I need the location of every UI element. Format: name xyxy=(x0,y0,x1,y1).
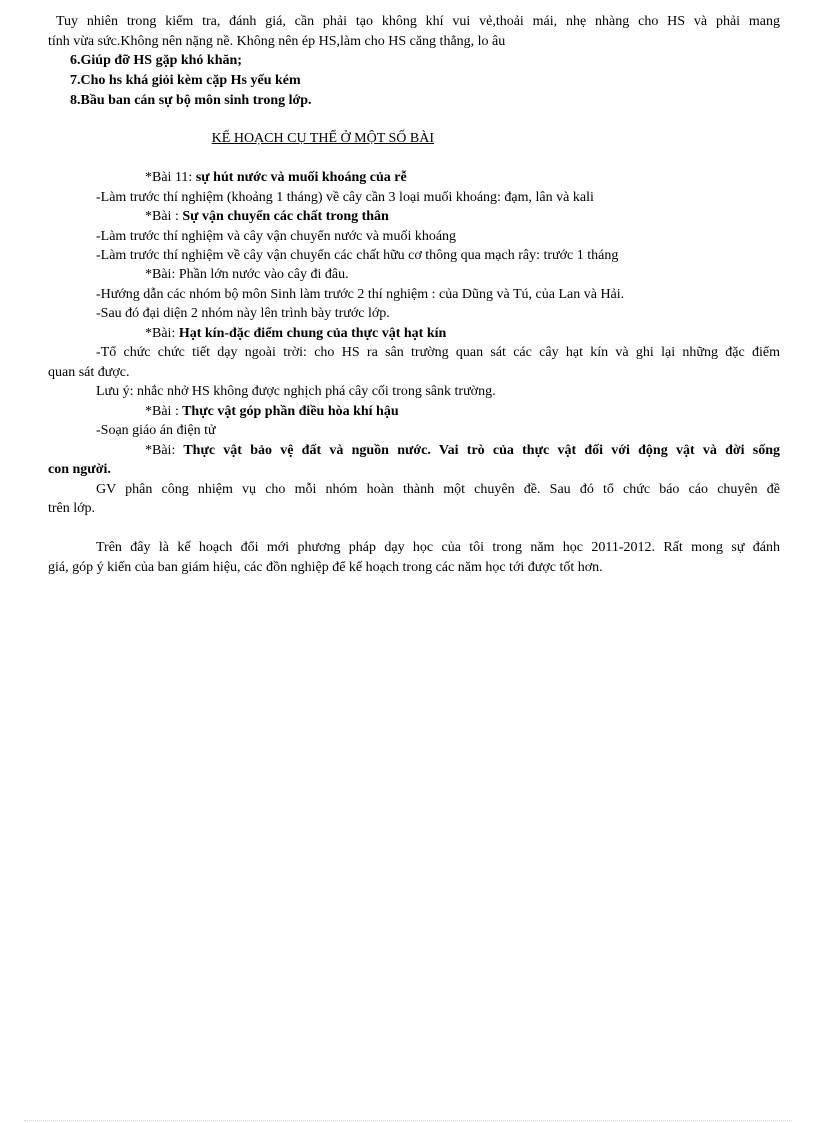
lesson-2-heading xyxy=(145,207,816,226)
lesson-4-heading xyxy=(145,324,816,343)
lesson-2-line-1: -Làm trước thí nghiệm và cây vận chuyển nước và muối khoáng xyxy=(96,229,457,244)
lesson-4-prefix: *Bài: xyxy=(145,326,176,341)
lesson-6-line-1: GV phân công nhiệm vụ cho mỗi nhóm hoàn thành một chuyên đề. Sau đó tổ chức báo cáo chuyên đề xyxy=(96,482,780,497)
closing-line-1: Trên đây là kế hoạch đổi mới phương pháp dạy học của tôi trong năm học 2011-2012. Rất mong sự đánh xyxy=(96,540,780,555)
lesson-11-title: sự hút nước và muối khoáng của rễ xyxy=(192,170,407,185)
section-title: KẾ HOẠCH CỤ THỂ Ở MỘT SỐ BÀI xyxy=(211,131,434,146)
lesson-5-title: Thực vật góp phần điều hòa khí hậu xyxy=(178,404,399,419)
lesson-11-heading xyxy=(145,168,816,187)
lesson-3-line-2: -Sau đó đại diện 2 nhóm này lên trình bày trước lớp. xyxy=(96,306,390,321)
lesson-11-prefix: *Bài 11: xyxy=(145,170,193,185)
lesson-5-line-1: -Soạn giáo án điện tử xyxy=(96,423,216,438)
lesson-6-title-a: Thực vật bảo vệ đất và nguồn nước. Vai trò của thực vật đối với động vật và đời sống xyxy=(175,443,780,458)
intro-line-1: Tuy nhiên trong kiểm tra, đánh giá, cần phải tạo không khí vui vẻ,thoải mái, nhẹ nhàng cho HS và phải mang xyxy=(56,14,780,29)
lesson-5-heading xyxy=(145,402,816,421)
lesson-4-line-1: -Tổ chức chức tiết dạy ngoài trời: cho HS ra sân trường quan sát các cây hạt kín và ghi lại những đặc điểm xyxy=(96,345,780,360)
lesson-3-line-1: -Hướng dẫn các nhóm bộ môn Sinh làm trước 2 thí nghiệm : của Dũng và Tú, của Lan và Hải. xyxy=(96,287,625,302)
lesson-3-heading: *Bài: Phần lớn nước vào cây đi đâu. xyxy=(145,267,349,282)
intro-line-2: tính vừa sức.Không nên nặng nề. Không nên ép HS,làm cho HS căng thẳng, lo âu xyxy=(48,34,506,49)
lesson-2-line-2: -Làm trước thí nghiệm về cây vận chuyển các chất hữu cơ thông qua mạch rây: trước 1 tháng xyxy=(96,248,619,263)
lesson-11-line-1: -Làm trước thí nghiệm (khoảng 1 tháng) về cây cần 3 loại muối khoáng: đạm, lân và kali xyxy=(96,190,594,205)
lesson-6-prefix: *Bài: xyxy=(145,443,176,458)
closing-line-2: giá, góp ý kiến của ban giám hiệu, các đồn nghiệp để kế hoạch trong các năm học tới được tốt hơn. xyxy=(48,560,603,575)
page-bottom-border xyxy=(24,1120,792,1121)
lesson-5-prefix: *Bài : xyxy=(145,404,179,419)
lesson-4-line-2: quan sát được. xyxy=(48,365,130,380)
lesson-6-title-b: con người. xyxy=(48,462,111,477)
lesson-6-heading xyxy=(145,441,780,460)
numbered-item-6: 6.Giúp đỡ HS gặp khó khăn; xyxy=(70,53,242,68)
lesson-2-title: Sự vận chuyển các chất trong thân xyxy=(178,209,389,224)
numbered-item-7: 7.Cho hs khá giỏi kèm cặp Hs yếu kém xyxy=(70,73,301,88)
lesson-6-line-2: trên lớp. xyxy=(48,501,96,516)
lesson-4-title: Hạt kín-đặc điểm chung của thực vật hạt kín xyxy=(175,326,447,341)
lesson-2-prefix: *Bài : xyxy=(145,209,179,224)
lesson-4-note: Lưu ý: nhắc nhở HS không được nghịch phá cây cối trong sânk trường. xyxy=(96,384,496,399)
numbered-item-8: 8.Bầu ban cán sự bộ môn sinh trong lớp. xyxy=(70,93,312,108)
